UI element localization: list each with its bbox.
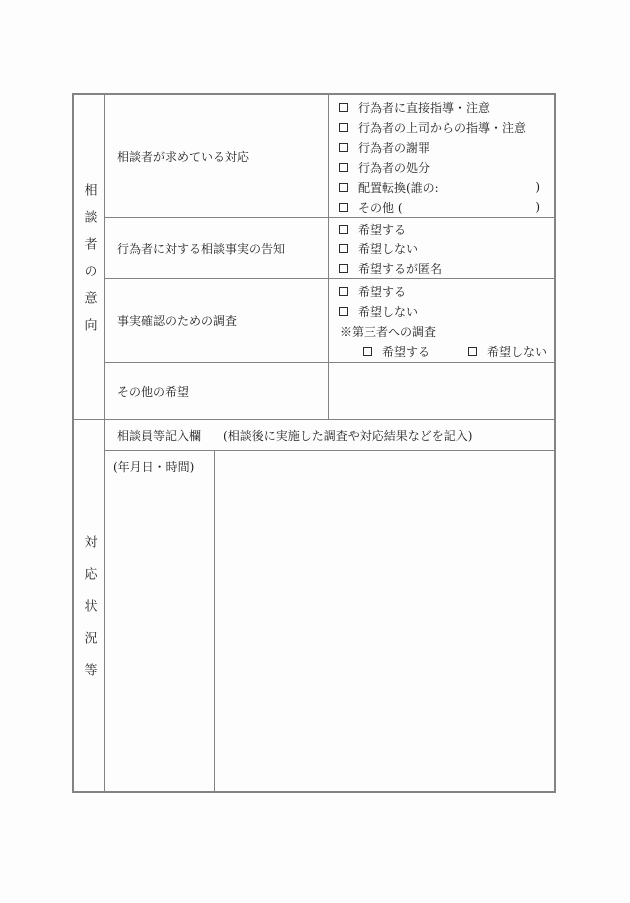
option-label: 希望しない	[358, 304, 419, 319]
checkbox-icon[interactable]	[339, 225, 348, 234]
option-line	[339, 220, 554, 239]
form-row	[105, 95, 554, 217]
row-options-cell	[329, 279, 554, 362]
checkbox-icon[interactable]	[339, 103, 348, 112]
option-label: その他 (	[358, 200, 403, 215]
date-time-label: (年月日・時間)	[113, 460, 195, 474]
form-row	[105, 278, 554, 362]
option-group	[363, 343, 430, 360]
option-line	[339, 301, 554, 321]
consultation-form-table	[72, 93, 556, 793]
option-line	[339, 259, 554, 278]
checkbox-icon[interactable]	[339, 244, 348, 253]
row-label-cell	[105, 218, 329, 278]
option-label: 希望する	[358, 284, 407, 299]
option-label: 希望する	[382, 345, 431, 360]
row-label: 相談者が求めている対応	[117, 149, 250, 164]
other-wishes-input-cell[interactable]	[329, 363, 554, 419]
option-line	[339, 157, 554, 177]
record-entry-cell[interactable]	[215, 451, 554, 791]
staff-entry-note: (相談後に実施した調査や対応結果などを記入)	[223, 428, 473, 443]
option-line	[339, 137, 554, 157]
option-label: 行為者の謝罪	[358, 140, 431, 155]
checkbox-icon[interactable]	[339, 307, 348, 316]
row-label-cell	[105, 363, 329, 419]
option-line	[339, 342, 554, 362]
form-row	[105, 217, 554, 278]
staff-entry-title: 相談員等記入欄	[117, 428, 202, 443]
option-label: 行為者に直接指導・注意	[358, 100, 491, 115]
form-row	[105, 362, 554, 419]
section-side-label: 対応状況等	[81, 535, 97, 695]
option-label: 行為者の処分	[358, 160, 431, 175]
option-label: 希望する	[358, 223, 407, 238]
checkbox-icon[interactable]	[339, 183, 348, 192]
option-label: 希望しない	[358, 242, 419, 257]
option-line	[339, 281, 554, 301]
row-label: 事実確認のための調査	[117, 314, 238, 328]
option-group	[468, 343, 547, 360]
option-label: 希望しない	[487, 345, 548, 360]
closing-paren: )	[535, 180, 540, 194]
row-label: その他の希望	[117, 384, 190, 399]
response-status-area	[105, 420, 554, 791]
option-line	[339, 322, 554, 342]
option-line	[339, 117, 554, 137]
checkbox-icon[interactable]	[339, 123, 348, 132]
section-response-status	[74, 420, 554, 791]
section-side-cell	[74, 420, 105, 791]
checkbox-icon[interactable]	[339, 287, 348, 296]
row-label-cell	[105, 95, 329, 217]
section-side-label: 相談者の意向	[81, 183, 97, 345]
checkbox-icon[interactable]	[339, 143, 348, 152]
checkbox-icon[interactable]	[339, 264, 348, 273]
checkbox-icon[interactable]	[339, 203, 348, 212]
closing-paren: )	[535, 200, 540, 214]
option-label: 配置転換(誰の:	[358, 180, 439, 195]
checkbox-icon[interactable]	[363, 347, 372, 356]
option-label: 行為者の上司からの指導・注意	[358, 120, 527, 135]
staff-entry-body	[105, 451, 554, 791]
row-label: 行為者に対する相談事実の告知	[117, 241, 286, 256]
staff-entry-header	[105, 420, 554, 451]
option-label: 希望するが匿名	[358, 261, 443, 276]
option-line	[339, 97, 554, 117]
date-time-column[interactable]	[105, 451, 215, 791]
section-rows	[105, 95, 554, 419]
option-line	[339, 197, 554, 217]
checkbox-icon[interactable]	[339, 163, 348, 172]
row-options-cell	[329, 218, 554, 278]
section-side-cell	[74, 95, 105, 419]
row-label-cell	[105, 279, 329, 362]
section-consulter-wishes	[74, 95, 554, 420]
row-options-cell	[329, 95, 554, 217]
option-line	[339, 239, 554, 258]
option-line	[339, 177, 554, 197]
note-label: ※第三者への調査	[340, 325, 437, 340]
checkbox-icon[interactable]	[468, 347, 477, 356]
